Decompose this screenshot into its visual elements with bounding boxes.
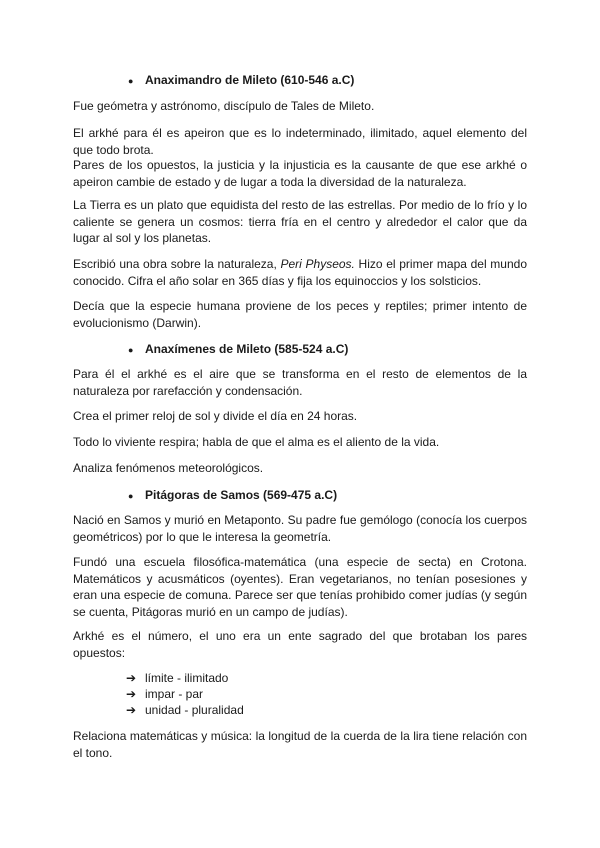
bullet-icon: ● [128,345,134,355]
arrow-icon: ➔ [126,671,137,685]
list-item: impar - par [145,687,204,701]
paragraph: El arkhé para él es apeiron que es lo indeterminado, ilimitado, aquel elemento del que todo brota. [73,126,527,157]
paragraph: Crea el primer reloj de sol y divide el día en 24 horas. [73,409,358,423]
paragraph: La Tierra es un plato que equidista del resto de las estrellas. Por medio de lo frío y lo caliente se genera un cosmos: tierra fría en el centro y alrededor el calor que da lugar al sol y los planetas. [73,198,527,245]
paragraph-peri-physeos [73,256,527,289]
paragraph: Fundó una escuela filosófica-matemática (una especie de secta) en Crotona. Matemáticos y acusmáticos (oyentes). Eran vegetarianos, no tenían posesiones y eran una especie de comuna. Parece ser que tenías prohibido comer judías (y según se cuenta, Pitágoras murió en un campo de judías). [73,555,527,619]
paragraph: Arkhé es el número, el uno era un ente sagrado del que brotaban los pares opuestos: [73,629,527,660]
bullet-icon: ● [128,491,134,501]
arrow-icon: ➔ [126,687,137,701]
list-item: unidad - pluralidad [145,703,244,717]
paragraph: Relaciona matemáticas y música: la longitud de la cuerda de la lira tiene relación con el tono. [73,729,527,760]
paragraph: Todo lo viviente respira; habla de que el alma es el aliento de la vida. [73,435,440,449]
book-title: Peri Physeos. [280,257,355,271]
paragraph: Para él el arkhé es el aire que se transforma en el resto de elementos de la naturaleza por rarefacción y condensación. [73,367,527,398]
paragraph: Analiza fenómenos meteorológicos. [73,461,264,475]
heading-anaximandro: Anaximandro de Mileto (610-546 a.C) [145,73,355,87]
list-item: límite - ilimitado [145,671,229,685]
arrow-icon: ➔ [126,703,137,717]
heading-pitagoras: Pitágoras de Samos (569-475 a.C) [145,488,338,502]
bullet-icon: ● [128,76,134,86]
paragraph-text: Hizo el primer mapa del mundo conocido. Cifra el año solar en 365 días y fija los equinoccios y los solsticios. [73,257,527,288]
paragraph: Fue geómetra y astrónomo, discípulo de Tales de Mileto. [73,99,375,113]
paragraph: Nació en Samos y murió en Metaponto. Su padre fue gemólogo (conocía los cuerpos geométricos) por lo que le interesa la geometría. [73,513,527,544]
paragraph: Pares de los opuestos, la justicia y la injusticia es la causante de que ese arkhé o apeiron cambie de estado y de lugar a toda la diversidad de la naturaleza. [73,158,527,189]
paragraph: Decía que la especie humana proviene de los peces y reptiles; primer intento de evolucionismo (Darwin). [73,299,527,330]
paragraph-text: Escribió una obra sobre la naturaleza, [73,257,281,271]
heading-anaximenes: Anaxímenes de Mileto (585-524 a.C) [145,342,349,356]
